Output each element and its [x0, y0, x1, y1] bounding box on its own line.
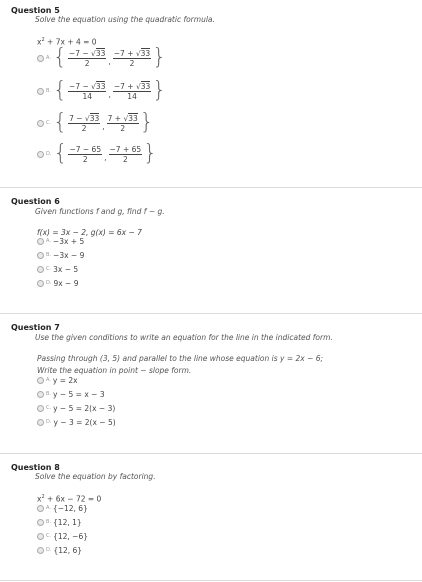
question-6-option-d[interactable] [37, 277, 79, 289]
radio-icon[interactable] [37, 405, 44, 412]
question-6-option-b[interactable] [37, 249, 84, 261]
brace-left: { [53, 78, 68, 103]
brace-left: { [53, 141, 68, 166]
option-text: {12, 6} [53, 545, 83, 555]
radio-icon[interactable] [37, 391, 44, 398]
denominator: 2 [81, 123, 87, 133]
question-5-title: Question 5 [11, 6, 60, 15]
numerator: −7 + √ [113, 81, 141, 91]
question-6-prompt: Given functions f and g, find f − g. [35, 207, 165, 216]
denominator: 2 [82, 154, 88, 164]
option-letter: B. [46, 519, 52, 525]
option-letter: A. [46, 377, 51, 383]
question-6-equation: f(x) = 3x − 2, g(x) = 6x − 7 [37, 228, 142, 237]
question-6-title: Question 6 [11, 197, 60, 206]
question-divider [0, 580, 422, 581]
radio-icon[interactable] [37, 377, 44, 384]
equation-rest: + 6x − 72 = 0 [47, 494, 102, 504]
numerator: −7 − √ [69, 81, 96, 91]
radicand: 33 [128, 113, 138, 123]
question-5-option-c[interactable] [37, 112, 154, 134]
option-text: {12, −6} [53, 531, 89, 541]
radio-icon[interactable] [37, 238, 44, 245]
numerator: 7 + √ [107, 113, 129, 123]
radio-icon[interactable] [37, 266, 44, 273]
question-7-option-d[interactable] [37, 416, 116, 428]
question-6-option-c[interactable] [37, 263, 78, 275]
option-text: −3x + 5 [52, 236, 85, 246]
radicand: 33 [89, 113, 100, 123]
solution-set: { $\frac{7 - √33}{2}$ , $\frac{7 + √33}{2}$ } [53, 110, 154, 135]
exponent: 2 [41, 494, 45, 500]
option-text: 3x − 5 [53, 264, 79, 274]
denominator: 2 [122, 154, 128, 164]
equation-rest: + 7x + 4 = 0 [47, 37, 97, 47]
question-5-option-b[interactable] [37, 80, 166, 102]
question-7-title: Question 7 [11, 323, 60, 332]
denominator: 14 [82, 91, 93, 101]
radio-icon[interactable] [37, 151, 44, 158]
radio-icon[interactable] [37, 533, 44, 540]
question-8-title: Question 8 [11, 463, 60, 472]
denominator: 2 [120, 123, 126, 133]
brace-left: { [52, 45, 67, 70]
radio-icon[interactable] [37, 252, 44, 259]
question-5-prompt: Solve the equation using the quadratic formula. [35, 15, 215, 24]
exponent: 2 [41, 37, 45, 43]
radio-icon[interactable] [37, 55, 44, 62]
solution-set: { $\frac{-7 - 65}{2}$ , $\frac{-7 + 65}{2}$ } [53, 141, 158, 166]
question-8-option-c[interactable] [37, 530, 88, 542]
brace-right: } [152, 78, 167, 103]
radio-icon[interactable] [37, 505, 44, 512]
option-text: y − 5 = x − 3 [53, 389, 105, 399]
option-letter: B. [46, 252, 52, 258]
option-text: −3x − 9 [53, 250, 85, 260]
option-letter: D. [46, 280, 52, 286]
brace-right: } [143, 141, 158, 166]
option-letter: C. [46, 266, 52, 272]
question-7-option-b[interactable] [37, 388, 105, 400]
numerator: −7 + √ [113, 48, 141, 58]
brace-right: } [139, 110, 154, 135]
numerator: 7 − √ [69, 113, 90, 123]
option-letter: D. [46, 547, 52, 553]
radio-icon[interactable] [37, 88, 44, 95]
radio-icon[interactable] [37, 280, 44, 287]
option-text: y = 2x [52, 375, 78, 385]
option-text: {12, 1} [53, 517, 82, 527]
numerator: −7 − √ [68, 48, 96, 58]
option-letter: A. [46, 505, 51, 511]
question-7-instruction: Write the equation in point − slope form. [37, 366, 192, 375]
brace-left: { [53, 110, 68, 135]
radio-icon[interactable] [37, 519, 44, 526]
brace-right: } [152, 45, 167, 70]
question-divider [0, 453, 422, 454]
denominator: 2 [84, 58, 90, 68]
question-7-option-c[interactable] [37, 402, 115, 414]
question-divider [0, 313, 422, 314]
option-letter: D. [46, 419, 52, 425]
radio-icon[interactable] [37, 120, 44, 127]
radicand: 33 [140, 81, 151, 91]
numerator: −7 − 65 [69, 144, 102, 154]
option-text: 9x − 9 [53, 278, 79, 288]
equation-var: x [37, 37, 42, 47]
option-text: y − 5 = 2(x − 3) [53, 403, 116, 413]
denominator: 2 [129, 58, 135, 68]
option-letter: C. [46, 120, 52, 126]
equation-var: x [37, 494, 42, 504]
radicand: 33 [140, 48, 151, 58]
question-6-option-a[interactable] [37, 235, 84, 247]
question-8-option-d[interactable] [37, 544, 82, 556]
option-letter: B. [46, 391, 52, 397]
option-letter: C. [46, 533, 52, 539]
option-letter: B. [46, 88, 52, 94]
option-letter: A. [46, 55, 51, 61]
question-5-option-d[interactable] [37, 143, 157, 165]
option-letter: D. [46, 151, 52, 157]
solution-set: { $\frac{-7 - √33}{14}$ , $\frac{-7 + √33}{14}$ } [53, 78, 167, 103]
numerator: −7 + 65 [109, 144, 142, 154]
radio-icon[interactable] [37, 419, 44, 426]
solution-set: { $\frac{-7 - √33}{2}$ , $\frac{-7 + √33}{2}$ } [52, 45, 167, 70]
denominator: 14 [127, 91, 137, 101]
radio-icon[interactable] [37, 547, 44, 554]
option-text: {−12, 6} [52, 503, 88, 513]
question-7-option-a[interactable] [37, 374, 78, 386]
question-8-prompt: Solve the equation by factoring. [35, 472, 156, 481]
question-5-option-a[interactable] [37, 47, 166, 69]
option-letter: A. [46, 238, 51, 244]
question-7-prompt: Use the given conditions to write an equation for the line in the indicated form. [35, 333, 333, 342]
question-8-option-a[interactable] [37, 502, 88, 514]
option-letter: C. [46, 405, 52, 411]
question-8-option-b[interactable] [37, 516, 82, 528]
question-7-condition: Passing through (3, 5) and parallel to the line whose equation is y = 2x − 6; [37, 354, 324, 363]
radicand: 33 [95, 48, 106, 58]
question-divider [0, 187, 422, 188]
radicand: 33 [95, 81, 106, 91]
option-text: y − 3 = 2(x − 5) [53, 417, 116, 427]
